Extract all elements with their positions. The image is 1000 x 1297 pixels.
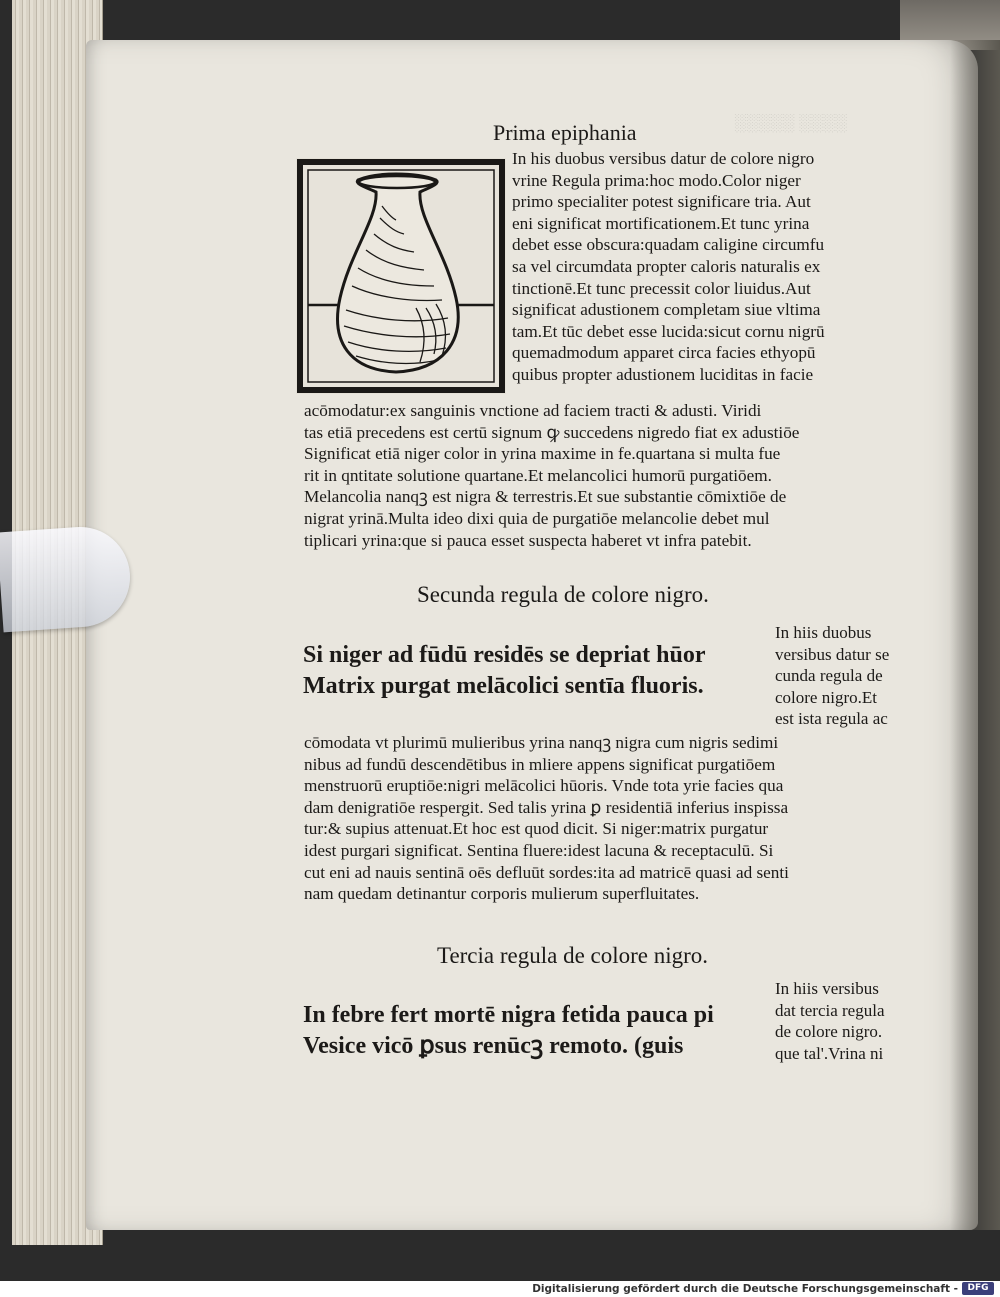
- text-line: sa vel circumdata propter caloris naturalis ex: [512, 256, 821, 276]
- text-line: nam quedam detinantur corporis mulierum superfluitates.: [304, 884, 700, 904]
- text-line: acōmodatur:ex sanguinis vnctione ad faciem tracti & adusti. Viridi: [304, 401, 762, 420]
- text-line: Melancolia nanqꝫ est nigra & terrestris.Et sue substantie cōmixtiōe de: [304, 487, 787, 507]
- text-line: vrine Regula prima:hoc modo.Color niger: [512, 170, 801, 190]
- dfg-logo: DFG: [962, 1282, 994, 1295]
- verse-line: Si niger ad fūdū residēs se depriat hūor: [303, 642, 706, 668]
- side-note-tercia: [775, 978, 885, 1064]
- side-line: de colore nigro.: [775, 1022, 883, 1041]
- urine-flask-woodcut-icon: [296, 158, 506, 394]
- text-line: eni significat mortificationem.Et tunc yrina: [512, 213, 810, 233]
- side-line: In hiis duobus: [775, 623, 872, 642]
- side-line: cunda regula de: [775, 666, 883, 685]
- show-through-text: ░░░░ ░░░░░: [735, 113, 848, 132]
- side-line: que tal'.Vrina ni: [775, 1043, 884, 1063]
- text-line: significat adustionem completam siue vltima: [512, 300, 821, 320]
- verse-block-secunda: [303, 640, 706, 702]
- text-line: quibus propter adustionem luciditas in facie: [512, 364, 814, 384]
- text-line: cut eni ad nauis sentinā oēs defluūt sordes:ita ad matricē quasi ad senti: [304, 862, 789, 882]
- intro-text-block: [512, 148, 825, 386]
- verse-line: Matrix purgat melācolici sentīa fluoris.: [303, 673, 704, 699]
- side-note-secunda: [775, 622, 889, 730]
- side-line: versibus datur se: [775, 644, 890, 664]
- text-line: nigrat yrinā.Multa ideo dixi quia de purgatiōe melancolie debet mul: [304, 508, 770, 528]
- page-gutter-shadow: [950, 40, 1000, 1230]
- text-line: rit in qntitate solutione quartane.Et melancolici humorū purgatiōem.: [304, 465, 772, 485]
- text-line: debet esse obscura:quadam caligine circumfu: [512, 235, 825, 255]
- footer-credit: Digitalisierung gefördert durch die Deutsche Forschungsgemeinschaft -: [532, 1283, 958, 1295]
- text-line: tiplicari yrina:que si pauca esset suspecta haberet vt infra patebit.: [304, 530, 752, 550]
- text-line: menstruorū eruptiōe:nigri melācolici hūoris. Vnde tota yrie facies qua: [304, 776, 784, 796]
- text-line: In his duobus versibus datur de colore nigro: [512, 149, 815, 168]
- text-line: tur:& supius attenuat.Et hoc est quod dicit. Si niger:matrix purgatur: [304, 819, 769, 839]
- text-line: cōmodata vt plurimū mulieribus yrina nanqꝫ nigra cum nigris sedimi: [304, 733, 779, 752]
- text-line: tinctionē.Et tunc precessit color liuidus.Aut: [512, 278, 811, 298]
- text-line: tam.Et tūc debet esse lucida:sicut cornu nigrū: [512, 321, 825, 341]
- side-line: dat tercia regula: [775, 1000, 885, 1020]
- paragraph-secunda: [304, 732, 789, 905]
- text-line: tas etiā precedens est certū signum ꝙ succedens nigredo fiat ex adustiōe: [304, 422, 800, 442]
- text-line: idest purgari significat. Sentina fluere:idest lacuna & receptaculū. Si: [304, 840, 774, 860]
- page-heading: Prima epiphania: [493, 120, 637, 145]
- side-line: est ista regula ac: [775, 709, 888, 728]
- side-line: colore nigro.Et: [775, 687, 877, 707]
- paragraph-block: [304, 400, 799, 551]
- side-line: In hiis versibus: [775, 979, 879, 998]
- verse-block-tercia: [303, 1000, 714, 1062]
- verse-line: Vesice vicō ꝑsus renūcꝫ remoto. (guis: [303, 1033, 684, 1059]
- text-line: dam denigratiōe respergit. Sed talis yrina ꝑ residentiā inferius inspissa: [304, 797, 789, 817]
- text-line: Significat etiā niger color in yrina maxime in fe.quartana si multa fue: [304, 444, 781, 464]
- text-line: primo specialiter potest significare tria. Aut: [512, 192, 811, 212]
- section-heading-tercia: Tercia regula de colore nigro.: [437, 943, 709, 968]
- verse-line: In febre fert mortē nigra fetida pauca pi: [303, 1002, 714, 1028]
- text-line: quemadmodum apparet circa facies ethyopū: [512, 343, 816, 363]
- section-heading-secunda: Secunda regula de colore nigro.: [417, 582, 709, 607]
- text-line: nibus ad fundū descendētibus in mliere appens significat purgatiōem: [304, 754, 776, 774]
